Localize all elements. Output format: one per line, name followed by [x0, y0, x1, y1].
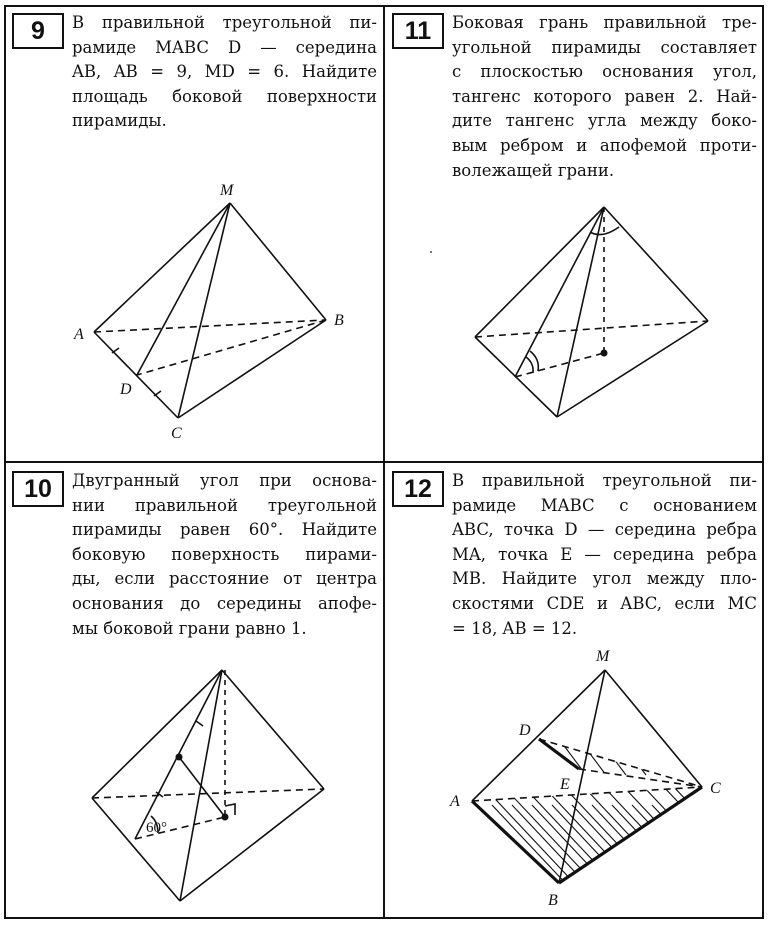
pyramid-figure-10 [6, 465, 384, 920]
vertex-label-c: C [710, 780, 721, 797]
vertex-label-a: A [74, 326, 84, 343]
problem-number: 9 [12, 13, 64, 49]
problem-text: В правильной треугольной пи- рамиде MABC с основанием ABC, точка D — середина ребра MA, точка E — середина ребра MB. Найдите угол между пло- скостями CDE и ABC, если MC = 18, AB = 12. [452, 471, 757, 638]
problem-11 [386, 7, 764, 462]
problem-text: В правильной треугольной пи- рамиде MABC D — середина AB, AB = 9, MD = 6. Найдите площадь боковой поверхности пирамиды. [72, 13, 377, 131]
vertex-label-m: M [220, 182, 234, 199]
vertex-label-e: E [560, 776, 570, 793]
vertex-label-a: A [450, 793, 460, 810]
vertex-label-m: M [596, 648, 610, 665]
apothem-midpoint [176, 754, 183, 761]
problem-12 [386, 465, 764, 920]
vertex-label-b: B [334, 312, 344, 329]
vertex-label-c: C [171, 425, 182, 442]
problem-text: Двугранный угол при основа- нии правильной треугольной пирамиды равен 60°. Найдите боковую поверхность пирами- ды, если расстояние от центра основания до середины апофе- мы боковой грани равно 1. [72, 471, 377, 638]
vertex-label-d: D [120, 381, 132, 398]
problem-9 [6, 7, 384, 462]
angle-label: 60° [146, 820, 167, 836]
vertex-label-b: B [548, 892, 558, 909]
base-center-point [222, 814, 229, 821]
print-speck [430, 251, 432, 253]
pyramid-figure-12 [386, 465, 764, 920]
problem-10 [6, 465, 384, 920]
pyramid-figure-11 [386, 7, 764, 462]
vertex-label-d: D [519, 722, 531, 739]
problem-number: 12 [392, 471, 444, 507]
problem-number: 11 [392, 13, 444, 49]
problem-text: Боковая грань правильной тре- угольной пирамиды составляет с плоскостью основания угол, тангенс которого равен 2. Най- дите тангенс угла между боко- вым ребром и апофемой проти- волежащей грани. [452, 13, 757, 180]
problem-number: 10 [12, 471, 64, 507]
base-center-point [601, 350, 608, 357]
pyramid-figure-9 [6, 7, 384, 462]
